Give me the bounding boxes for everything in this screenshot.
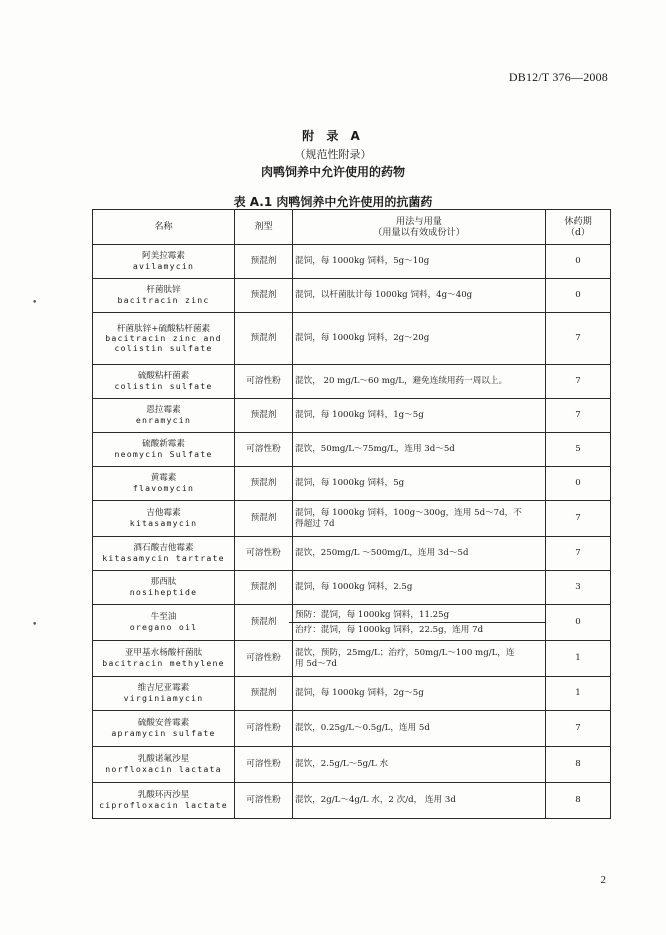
usage-line: 治疗：混饲，每 1000kg 饲料，22.5g，连用 7d [289,622,545,636]
drug-name-cn: 亚甲基水杨酸杆菌肽 [124,648,203,659]
usage-dosage-cell [293,537,546,571]
dosage-form-cell: 可溶性粉 [235,537,293,571]
dosage-form-cell: 预混剂 [235,245,293,279]
drug-name-en: oregano oil [129,621,198,632]
document-code: DB12/T 376—2008 [508,70,608,84]
usage-dosage-cell [293,641,546,677]
table-row [93,399,611,433]
dosage-form-cell: 预混剂 [235,467,293,501]
dosage-form-cell: 可溶性粉 [235,711,293,747]
table-row [93,677,611,711]
drug-name-cn: 吉他霉素 [146,508,181,519]
drug-name-cell [93,605,235,641]
usage-dosage-cell [293,501,546,537]
withdrawal-period-cell: 1 [546,677,611,711]
annex-heading [0,126,666,182]
dosage-form-cell: 可溶性粉 [235,433,293,467]
drug-name-en: virginiamycin [123,692,204,703]
drug-name-en: bacitracin zinc and [105,332,222,343]
usage-dosage-cell [293,747,546,783]
withdrawal-period-cell: 7 [546,399,611,433]
withdrawal-period-cell: 5 [546,433,611,467]
usage-dosage-cell [293,279,546,313]
drug-name-en: bacitracin zinc [117,294,210,305]
drug-name-cn: 牛至油 [150,612,177,623]
withdrawal-period-cell: 0 [546,467,611,501]
drug-name-cn: 乳酸环丙沙星 [137,790,190,801]
usage-line: 混饲，每 1000kg 饲料，2g～5g [295,688,424,699]
margin-mark: • [32,620,38,630]
drug-name-cn: 硫酸新霉素 [142,439,185,450]
usage-dosage-cell [293,711,546,747]
withdrawal-period-cell: 8 [546,747,611,783]
drug-name-en: colistin sulfate [114,380,213,391]
dosage-form-cell: 可溶性粉 [235,747,293,783]
table-row [93,783,611,819]
usage-dosage-cell [293,245,546,279]
withdrawal-period-cell: 7 [546,313,611,365]
table-row [93,365,611,399]
drug-name-en: kitasamycin [129,517,198,528]
drug-name-en: flavomycin [132,482,195,493]
drug-name-en-cont: colistin sulfate [114,342,213,353]
drug-name-cn: 杆菌肽锌+硫酸粘杆菌素 [116,323,211,334]
dosage-form-cell: 预混剂 [235,399,293,433]
margin-mark: • [32,298,38,308]
usage-line: 混饲，每 1000kg 饲料，5g～10g [295,256,430,267]
drug-name-cn: 杆菌肽锌 [146,285,181,296]
drug-name-en: kitasamycin tartrate [102,552,225,563]
drug-name-en: bacitracin methylene [102,657,225,668]
usage-line: 混饮，2.5g/L～5g/L 水 [295,759,389,770]
dosage-form-cell: 可溶性粉 [235,783,293,819]
drug-name-cell [93,537,235,571]
withdrawal-period-cell: 8 [546,783,611,819]
drug-name-en: avilamycin [132,260,195,271]
table-row [93,605,611,641]
withdrawal-period-cell: 7 [546,501,611,537]
table-row [93,571,611,605]
drug-name-cell [93,783,235,819]
drug-name-cell [93,399,235,433]
drug-name-en: neomycin Sulfate [114,448,213,459]
drug-name-cell [93,677,235,711]
annex-subtitle: 肉鸭饲养中允许使用的药物 [260,165,405,179]
usage-dosage-cell [293,365,546,399]
withdrawal-period-cell: 3 [546,571,611,605]
withdrawal-period-cell: 7 [546,365,611,399]
usage-dosage-cell [293,783,546,819]
drug-name-cn: 维吉尼亚霉素 [137,683,190,694]
dosage-form-cell: 可溶性粉 [235,365,293,399]
table-caption: 表 A.1 肉鸭饲养中允许使用的抗菌药 [233,195,433,209]
drug-name-cn: 乳酸诺氟沙星 [137,754,190,765]
dosage-form-cell: 预混剂 [235,571,293,605]
usage-line: 混饲，每 1000kg 饲料，2g～20g [295,333,430,344]
drug-name-cell [93,279,235,313]
usage-line: 混饲，每 1000kg 饲料，1g～5g [295,410,424,421]
drug-name-cell [93,365,235,399]
drug-name-cn: 黄霉素 [150,473,177,484]
drug-name-cell [93,747,235,783]
drug-name-en: nosiheptide [129,586,198,597]
drug-name-cell [93,433,235,467]
usage-line: 混饲，每 1000kg 饲料，100g～300g，连用 5d～7d，不 [295,508,522,519]
header-usage [293,210,546,245]
header-usage-title: 用法与用量 [396,215,442,227]
drug-name-cell [93,501,235,537]
annex-title: 附 录 A [302,129,364,143]
usage-line: 混饲，以杆菌肽计每 1000kg 饲料，4g～40g [295,290,473,301]
drug-name-cell [93,245,235,279]
drug-name-cn: 恩拉霉素 [146,405,181,416]
table-row [93,501,611,537]
annex-type: （规范性附录） [294,148,372,161]
usage-line: 混饲，每 1000kg 饲料，2.5g [295,582,413,593]
drug-name-cn: 那西肽 [150,577,177,588]
usage-dosage-cell [293,433,546,467]
withdrawal-period-cell: 1 [546,641,611,677]
usage-dosage-cell [293,677,546,711]
table-header-row [93,210,611,245]
dosage-form-cell: 可溶性粉 [235,641,293,677]
withdrawal-period-cell: 0 [546,279,611,313]
drug-name-cn: 硫酸安普霉素 [137,718,190,729]
header-usage-sub: （用量以有效成份计） [373,227,465,238]
table-row [93,467,611,501]
table-row [93,313,611,365]
drug-name-cn: 阿美拉霉素 [142,251,185,262]
table-row [93,433,611,467]
withdrawal-period-cell: 7 [546,537,611,571]
drug-name-cn: 酒石酸吉他霉素 [133,543,194,554]
header-period-title: 休药期 [564,215,592,227]
drug-name-en: enramycin [135,414,192,425]
dosage-form-cell: 预混剂 [235,501,293,537]
drug-name-cn: 硫酸粘杆菌素 [137,371,190,382]
usage-line: 混饮，50mg/L～75mg/L，连用 3d～5d [295,444,455,455]
drug-name-en: norfloxacin lactata [105,763,222,774]
usage-dosage-cell [293,313,546,365]
usage-line: 混饮，2g/L～4g/L 水，2 次/d， 连用 3d [295,795,456,806]
usage-line: 混饲，每 1000kg 饲料，5g [295,478,405,489]
drug-name-cell [93,571,235,605]
dosage-form-cell: 预混剂 [235,677,293,711]
usage-line: 预防：混饲，每 1000kg 饲料，11.25g [295,609,450,620]
usage-dosage-cell [293,571,546,605]
header-name: 名称 [93,210,235,245]
table-row [93,537,611,571]
usage-line: 混饮，250mg/L ～500mg/L，连用 3d～5d [295,548,469,559]
usage-line: 混饮，0.25g/L～0.5g/L，连用 5d [295,723,430,734]
antibacterial-drug-table [92,209,611,819]
withdrawal-period-cell: 0 [546,245,611,279]
drug-name-cell [93,313,235,365]
drug-name-en: apramycin sulfate [111,727,216,738]
dosage-form-cell: 预混剂 [235,313,293,365]
header-period-unit: （d） [565,227,591,238]
table-row [93,711,611,747]
table-row [93,279,611,313]
header-form: 剂型 [235,210,293,245]
usage-dosage-cell [293,605,546,641]
page-number: 2 [600,874,606,886]
usage-line: 用 5d～7d [295,658,337,669]
withdrawal-period-cell: 7 [546,711,611,747]
usage-dosage-cell [293,399,546,433]
usage-line: 混饮， 20 mg/L～60 mg/L，避免连续用药一周以上。 [295,376,508,387]
table-row [93,641,611,677]
dosage-form-cell: 预混剂 [235,605,293,641]
usage-line: 混饮，预防，25mg/L；治疗，50mg/L～100 mg/L，连 [295,648,515,659]
usage-line: 得超过 7d [295,518,335,529]
drug-name-cell [93,711,235,747]
table-row [93,747,611,783]
drug-name-cell [93,467,235,501]
withdrawal-period-cell: 0 [546,605,611,641]
table-row [93,245,611,279]
drug-name-cell [93,641,235,677]
drug-name-en: ciprofloxacin lactate [99,799,228,810]
header-withdrawal-period [546,210,611,245]
usage-dosage-cell [293,467,546,501]
dosage-form-cell: 预混剂 [235,279,293,313]
